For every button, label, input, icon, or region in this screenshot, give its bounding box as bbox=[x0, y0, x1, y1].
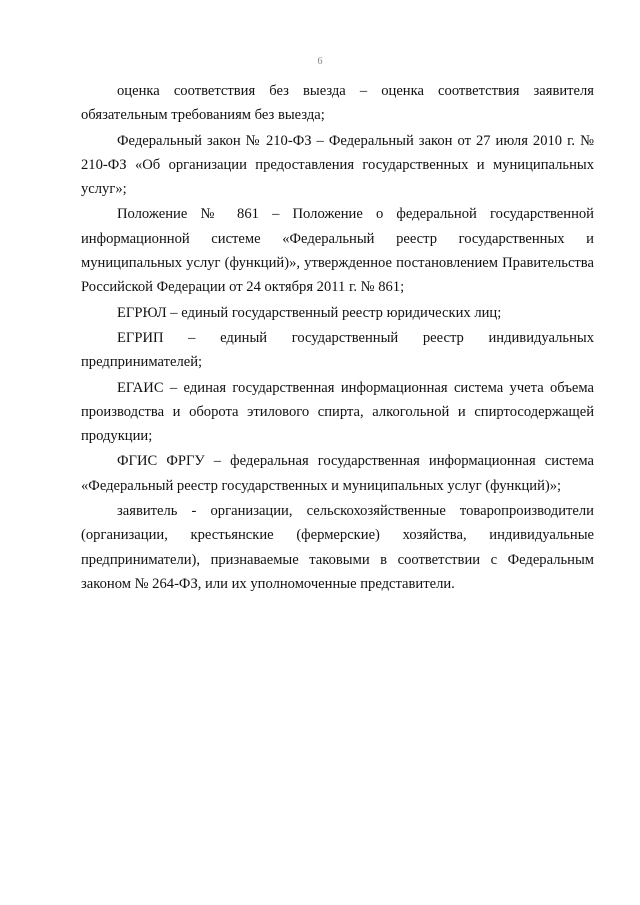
definition-paragraph-egrip: ЕГРИП – единый государственный реестр индивидуальных предпринимателей; bbox=[81, 329, 594, 371]
definition-paragraph-regulation-861: Положение № 861 – Положение о федеральной государственной информационной системе «Федеральный реестр государственных и муниципальных услуг (функций)», утвержденное постановлением Правительства Российской Федерации от 24 октября 2011 г. № 861; bbox=[81, 206, 594, 296]
definition-paragraph-federal-law-210: Федеральный закон № 210-ФЗ – Федеральный закон от 27 июля 2010 г. № 210-ФЗ «Об организации предоставления государственных и муниципальных услуг»; bbox=[81, 132, 594, 198]
definition-paragraph-egais: ЕГАИС – единая государственная информационная система учета объема производства и оборота этилового спирта, алкогольной и спиртосодержащей продукции; bbox=[81, 379, 594, 445]
definition-paragraph-assessment-without-visit: оценка соответствия без выезда – оценка соответствия заявителя обязательным требованиям без выезда; bbox=[81, 83, 594, 124]
definition-paragraph-egrul: ЕГРЮЛ – единый государственный реестр юридических лиц; bbox=[117, 304, 502, 321]
page-number: 6 bbox=[317, 56, 323, 67]
document-body bbox=[81, 79, 594, 596]
definition-paragraph-fgis-frgu: ФГИС ФРГУ – федеральная государственная информационная система «Федеральный реестр государственных и муниципальных услуг (функций)»; bbox=[81, 453, 594, 494]
definition-paragraph-applicant: заявитель - организации, сельскохозяйственные товаропроизводители (организации, крестьянские (фермерские) хозяйства, индивидуальные предприниматели), признаваемые таковыми в соответствии с Федеральным законом № 264-ФЗ, или их уполномоченные представители. bbox=[81, 503, 594, 592]
